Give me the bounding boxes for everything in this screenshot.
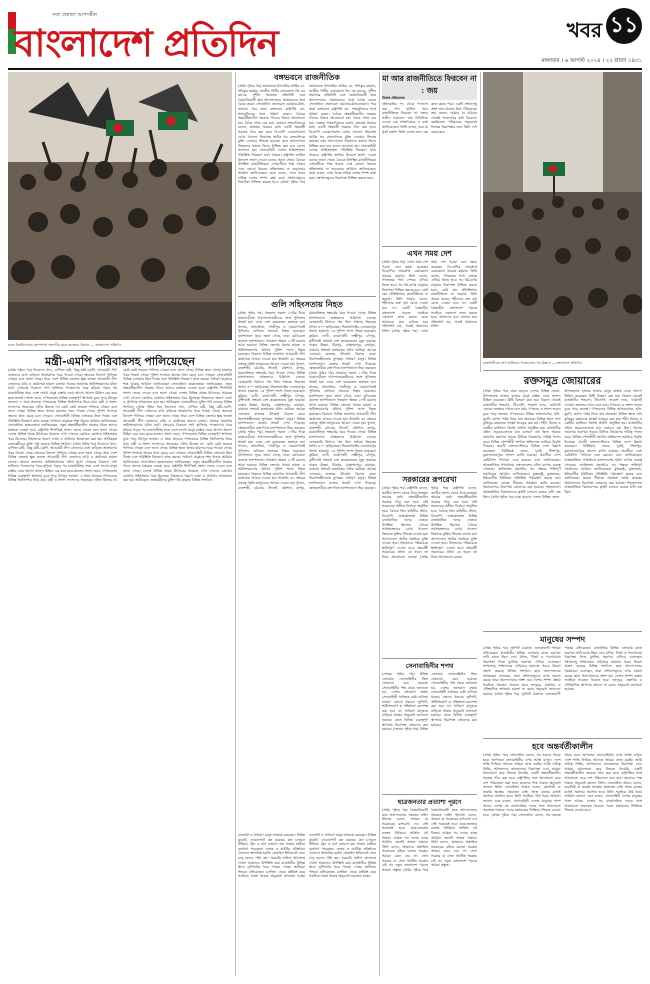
rakta-headline: রক্তসমুদ্র জোয়ারের bbox=[523, 376, 602, 387]
col4-divider-4 bbox=[382, 794, 477, 795]
mother-body: প্রধানমন্ত্রীর পদ থেকে পদত্যাগ করা শেখ হাসিনা আর রাজনীতিতে ফিরবেন না। সন্তান সজীব ওয়াজেদ জয় বিবিসিকে দেওয়া এক সাক্ষাৎকারে এ কথা জানিয়েছেন। তিনি বলেন, তার মা খুবই হতাশ। তিনি দেশের জন্য এত কাজ করার পরও একটি সংখ্যালঘু অংশ তার বিরুদ্ধে উঠে দাঁড়িয়েছে। জয় বলেন, আমার মা রবিবার থেকেই পদত্যাগের কথা বিবেচনা করছিলেন। পরিবারের অনুরোধে নিজের নিরাপত্তার জন্য তিনি দেশ ছেড়েছেন। bbox=[382, 102, 477, 134]
mid-divider-1 bbox=[238, 296, 376, 297]
violence-headline: গুলি সহিংসতায় নিহত bbox=[271, 299, 343, 309]
col4-divider-2 bbox=[382, 472, 477, 473]
rakta-body: (প্রথম পৃষ্ঠার পর) ঢাকা ছাড়াও দেশের বিভিন্ন জেলা-উপজেলায় হাজার হাজার মানুষ রাস্তায় নেমে আনন্দ মিছিল করেছেন। মিষ্টি বিতরণ করা হয়। বিকাল থেকেই রাজধানীর শাহবাগ, টিএসসি, সায়েন্স ল্যাব, ফার্মগেট এলাকা জনতার দখলে চলে যায়। গণভবন ও সংসদ ভবনে ঢুকে পড়ে জনতা। গণভবনের বিভিন্ন আসবাবপত্র, হাঁস-মুরগি, ছাগল পর্যন্ত নিয়ে যায় অনেকে। বিভিন্ন স্থানে শেখ মুজিবুর রহমানের ভাস্কর্য ভাঙচুর করা হয়। শহীদ মিনার ও কেন্দ্রীয় মসজিদে বিশেষ প্রার্থনা অনুষ্ঠিত হয়। রাজধানীর প্রধান সড়কগুলোতে যান চলাচল বন্ধ ছিল। অনেক জায়গায় তরুণরা সড়কে ট্রাফিক নিয়ন্ত্রণের দায়িত্ব পালন করে। বিভিন্ন পেশাজীবী সংগঠন অভিনন্দন জানিয়ে বিবৃতি দিয়েছে। প্রবাসী বাংলাদেশিরাও বিভিন্ন দেশে উল্লাস করেছেন। নিউইয়র্ক, লন্ডন, দুবাই, সিঙ্গাপুর, কুয়ালালামপুরে আনন্দ র‍্যালি হয়েছে। প্রবাসীরা দেশে রেমিট্যান্স পাঠানো শুরু করবেন বলে জানিয়েছেন। আন্তর্জাতিক গণমাধ্যমে বাংলাদেশের ঘটনা ব্যাপক গুরুত্ব পেয়েছে। জাতিসংঘ মহাসচিব সব পক্ষকে শান্তিপূর্ণ সমাধানের আহ্বান জানিয়েছেন। যুক্তরাষ্ট্র, যুক্তরাজ্য, ইউরোপীয় ইউনিয়ন পরিস্থিতি পর্যবেক্ষণ করছে বলে জানিয়েছে। ভারত সীমান্তে সতর্কতা জারি করেছে। বিমানবন্দরে নিরাপত্তা জোরদার করা হয়েছে। শাহজালাল আন্তর্জাতিক বিমানবন্দরে ফ্লাইট চলাচল কয়েক ঘণ্টা বন্ধ ছিল। (প্রথম পৃষ্ঠার পর) ঢাকা ছাড়াও দেশের বিভিন্ন জেলা-উপজেলায় হাজার হাজার মানুষ রাস্তায় নেমে আনন্দ মিছিল করেছেন। মিষ্টি বিতরণ করা হয়। বিকাল থেকেই রাজধানীর শাহবাগ, টিএসসি, সায়েন্স ল্যাব, ফার্মগেট এলাকা জনতার দখলে চলে যায়। গণভবন ও সংসদ ভবনে ঢুকে পড়ে জনতা। গণভবনের বিভিন্ন আসবাবপত্র, হাঁস-মুরগি, ছাগল পর্যন্ত নিয়ে যায় অনেকে। বিভিন্ন স্থানে শেখ মুজিবুর রহমানের ভাস্কর্য ভাঙচুর করা হয়। শহীদ মিনার ও কেন্দ্রীয় মসজিদে বিশেষ প্রার্থনা অনুষ্ঠিত হয়। রাজধানীর প্রধান সড়কগুলোতে যান চলাচল বন্ধ ছিল। অনেক জায়গায় তরুণরা সড়কে ট্রাফিক নিয়ন্ত্রণের দায়িত্ব পালন করে। বিভিন্ন পেশাজীবী সংগঠন অভিনন্দন জানিয়ে বিবৃতি দিয়েছে। প্রবাসী বাংলাদেশিরাও বিভিন্ন দেশে উল্লাস করেছেন। নিউইয়র্ক, লন্ডন, দুবাই, সিঙ্গাপুর, কুয়ালালামপুরে আনন্দ র‍্যালি হয়েছে। প্রবাসীরা দেশে রেমিট্যান্স পাঠানো শুরু করবেন বলে জানিয়েছেন। আন্তর্জাতিক গণমাধ্যমে বাংলাদেশের ঘটনা ব্যাপক গুরুত্ব পেয়েছে। জাতিসংঘ মহাসচিব সব পক্ষকে শান্তিপূর্ণ সমাধানের আহ্বান জানিয়েছেন। যুক্তরাষ্ট্র, যুক্তরাজ্য, ইউরোপীয় ইউনিয়ন পরিস্থিতি পর্যবেক্ষণ করছে বলে জানিয়েছে। ভারত সীমান্তে সতর্কতা জারি করেছে। বিমানবন্দরে নিরাপত্তা জোরদার করা হয়েছে। শাহজালাল আন্তর্জাতিক বিমানবন্দরে ফ্লাইট চলাচল কয়েক ঘণ্টা বন্ধ ছিল। bbox=[483, 389, 642, 499]
bangabhaban-headline: বঙ্গভবনে রাজনীতিক bbox=[274, 72, 340, 82]
right-divider-3 bbox=[483, 738, 642, 739]
manus-body: (প্রথম পৃষ্ঠার পর) লুটপাট ঠেকাতে এলাকাবাসী পাহারা বসিয়েছেন। রাজধানীর বিভিন্ন এলাকায় রাতে তরুণরা লাঠি হাতে টহল দেন। মন্দির, গির্জা ও প্যাগোডায় নিরাপত্তা দিতে মুসলিম তরুণরা এগিয়ে এসেছেন। সংখ্যালঘু সম্প্রদায়ের বাড়িঘরে হামলার খবরে উদ্বেগ প্রকাশ করেছে বিভিন্ন সংগঠন। ছাত্র আন্দোলনের সমন্বয়করা বলেছেন, যারা সংখ্যালঘুদের ওপর হামলা করছে তারা আন্দোলনের অংশ নয়। দেশের সম্পদ রক্ষায় সবাইকে সচেতন থাকতে হবে। জাদুঘর, গ্রন্থাগার ও ঐতিহাসিক স্থাপনায় হামলা না করার অনুরোধ জানানো হয়েছে। (প্রথম পৃষ্ঠার পর) লুটপাট ঠেকাতে এলাকাবাসী পাহারা বসিয়েছেন। রাজধানীর বিভিন্ন এলাকায় রাতে তরুণরা লাঠি হাতে টহল দেন। মন্দির, গির্জা ও প্যাগোডায় নিরাপত্তা দিতে মুসলিম তরুণরা এগিয়ে এসেছেন। সংখ্যালঘু সম্প্রদায়ের বাড়িঘরে হামলার খবরে উদ্বেগ প্রকাশ করেছে বিভিন্ন সংগঠন। ছাত্র আন্দোলনের সমন্বয়করা বলেছেন, যারা সংখ্যালঘুদের ওপর হামলা করছে তারা আন্দোলনের অংশ নয়। দেশের সম্পদ রক্ষায় সবাইকে সচেতন থাকতে হবে। জাদুঘর, গ্রন্থাগার ও ঐতিহাসিক স্থাপনায় হামলা না করার অনুরোধ জানানো হয়েছে। bbox=[483, 646, 642, 696]
main-article-body: (প্রথম পৃষ্ঠার পর) নিবেদনে খাদ্য, বাণিজ্য মন্ত্রী, কিছু মন্ত্রী-এমপি, আওয়ামী লীগ নেতাদের বাসা বাড়িতে আক্রমণের খবর পাওয়া গেছে। অনেকে বিদেশে পালিয়ে গেছেন বলে জানা গেছে। সারা দেশে বিভিন্ন জেলায় ক্ষুব্ধ জনতা আওয়ামী লীগ নেতাদের বাড়ি ও কার্যালয়ে হামলা চালায়। অনেক জায়গায় অগ্নিসংযোগের ঘটনা ঘটে। সোমবার বিকালে শেখ হাসিনার পদত্যাগের খবর ছড়িয়ে পড়ার পর রাজধানীসহ সারা দেশে লাখো মানুষ রাস্তায় নেমে আসে। আনন্দ মিছিল বের করে ছাত্র-জনতা। সংসদ ভবন, গণভবনসহ বিভিন্ন গুরুত্বপূর্ণ স্থাপনায় ঢুকে পড়ে উৎসুক জনতা। এ সময় অনেকে গণভবনের বিভিন্ন জিনিসপত্র নিয়ে যায়। মন্ত্রী ও সংসদ সদস্যদের অনেকের খোঁজ মিলছে না। কেউ কেউ ভারতে পালিয়ে গেছেন বলে জানা গেছে। বিভিন্ন স্থানে থানায় হামলার খবর পাওয়া গেছে। পুলিশ সদস্যরা অনেক থানা ছেড়ে চলে গেছেন। সেনাবাহিনী বিভিন্ন এলাকায় টহল দিচ্ছে এবং পরিস্থিতি নিয়ন্ত্রণে কাজ করছে। সাধারণ মানুষকে শান্ত থাকার আহ্বান জানিয়েছেন সেনাপ্রধান। ছাত্রনেতারা জানিয়েছেন, নতুন অন্তর্বর্তীকালীন সরকার গঠনে তাদের মতামত নেওয়া হবে। রাষ্ট্রপতি শিগগিরই সংসদ ভেঙে দেবেন বলে জানা গেছে। দেশের বিভিন্ন প্রান্তে উৎসবের আমেজ দেখা গেলেও কোথাও কোথাও সহিংসতার খবর মিলেছে। নিহতদের স্মরণে দোয়া ও প্রার্থনার আয়োজন করা হয়। আটককৃত নেতাকর্মীদের মুক্তি দাবি করেছে বিভিন্ন সংগঠন। (প্রথম পৃষ্ঠার পর) নিবেদনে খাদ্য, বাণিজ্য মন্ত্রী, কিছু মন্ত্রী-এমপি, আওয়ামী লীগ নেতাদের বাসা বাড়িতে আক্রমণের খবর পাওয়া গেছে। অনেকে বিদেশে পালিয়ে গেছেন বলে জানা গেছে। সারা দেশে বিভিন্ন জেলায় ক্ষুব্ধ জনতা আওয়ামী লীগ নেতাদের বাড়ি ও কার্যালয়ে হামলা চালায়। অনেক জায়গায় অগ্নিসংযোগের ঘটনা ঘটে। সোমবার বিকালে শেখ হাসিনার পদত্যাগের খবর ছড়িয়ে পড়ার পর রাজধানীসহ সারা দেশে লাখো মানুষ রাস্তায় নেমে আসে। আনন্দ মিছিল বের করে ছাত্র-জনতা। সংসদ ভবন, গণভবনসহ বিভিন্ন গুরুত্বপূর্ণ স্থাপনায় ঢুকে পড়ে উৎসুক জনতা। এ সময় অনেকে গণভবনের বিভিন্ন জিনিসপত্র নিয়ে যায়। মন্ত্রী ও সংসদ সদস্যদের অনেকের খোঁজ মিলছে না। কেউ কেউ ভারতে পালিয়ে গেছেন বলে জানা গেছে। বিভিন্ন স্থানে থানায় হামলার খবর পাওয়া গেছে। পুলিশ সদস্যরা অনেক থানা ছেড়ে চলে গেছেন। সেনাবাহিনী বিভিন্ন এলাকায় টহল দিচ্ছে এবং পরিস্থিতি নিয়ন্ত্রণে কাজ করছে। সাধারণ মানুষকে শান্ত থাকার আহ্বান জানিয়েছেন সেনাপ্রধান। ছাত্রনেতারা জানিয়েছেন, নতুন অন্তর্বর্তীকালীন সরকার গঠনে তাদের মতামত নেওয়া হবে। রাষ্ট্রপতি শিগগিরই সংসদ ভেঙে দেবেন বলে জানা গেছে। দেশের বিভিন্ন প্রান্তে উৎসবের আমেজ দেখা গেলেও কোথাও কোথাও সহিংসতার খবর মিলেছে। নিহতদের স্মরণে দোয়া ও প্রার্থনার আয়োজন করা হয়। আটককৃত নেতাকর্মীদের মুক্তি দাবি করেছে বিভিন্ন সংগঠন। (প্রথম পৃষ্ঠার পর) নিবেদনে খাদ্য, বাণিজ্য মন্ত্রী, কিছু মন্ত্রী-এমপি, আওয়ামী লীগ নেতাদের বাসা বাড়িতে আক্রমণের খবর পাওয়া গেছে। অনেকে বিদেশে পালিয়ে গেছেন বলে জানা গেছে। সারা দেশে বিভিন্ন জেলায় ক্ষুব্ধ জনতা আওয়ামী লীগ নেতাদের বাড়ি ও কার্যালয়ে হামলা চালায়। অনেক জায়গায় অগ্নিসংযোগের ঘটনা ঘটে। সোমবার বিকালে শেখ হাসিনার পদত্যাগের খবর ছড়িয়ে পড়ার পর রাজধানীসহ সারা দেশে লাখো মানুষ রাস্তায় নেমে আসে। আনন্দ মিছিল বের করে ছাত্র-জনতা। সংসদ ভবন, গণভবনসহ বিভিন্ন গুরুত্বপূর্ণ স্থাপনায় ঢুকে পড়ে উৎসুক জনতা। এ সময় অনেকে গণভবনের বিভিন্ন জিনিসপত্র নিয়ে যায়। মন্ত্রী ও সংসদ সদস্যদের অনেকের খোঁজ মিলছে না। কেউ কেউ ভারতে পালিয়ে গেছেন বলে জানা গেছে। বিভিন্ন স্থানে থানায় হামলার খবর পাওয়া গেছে। পুলিশ সদস্যরা অনেক থানা ছেড়ে চলে গেছেন। সেনাবাহিনী বিভিন্ন এলাকায় টহল দিচ্ছে এবং পরিস্থিতি নিয়ন্ত্রণে কাজ করছে। সাধারণ মানুষকে শান্ত থাকার আহ্বান জানিয়েছেন সেনাপ্রধান। ছাত্রনেতারা জানিয়েছেন, নতুন অন্তর্বর্তীকালীন সরকার গঠনে তাদের মতামত নেওয়া হবে। রাষ্ট্রপতি শিগগিরই সংসদ ভেঙে দেবেন বলে জানা গেছে। দেশের বিভিন্ন প্রান্তে উৎসবের আমেজ দেখা গেলেও কোথাও কোথাও সহিংসতার খবর মিলেছে। নিহতদের স্মরণে দোয়া ও প্রার্থনার আয়োজন করা হয়। আটককৃত নেতাকর্মীদের মুক্তি দাবি করেছে বিভিন্ন সংগঠন। bbox=[8, 368, 232, 483]
street-crowd-image bbox=[483, 72, 642, 358]
newspaper-logo: বাংলাদেশ প্রতিদিন bbox=[14, 21, 278, 65]
business-body: ব্যবসায়ী ও সাধারণ মানুষ আতঙ্কে রয়েছেন। বিভিন্ন মার্কেট, দোকানপাট বন্ধ রয়েছে। যান চলাচল সীমিত। ট্রেন ও বাস চলাচল বন্ধ থাকায় যাত্রীরা দুর্ভোগে পড়েছেন। ব্যাংক ও আর্থিক প্রতিষ্ঠানে লেনদেন স্বাভাবিক হয়নি। মোবাইল ইন্টারনেট সেবা চালু হলেও গতি কম। সরকারি অফিস আদালত খোলা থাকলেও উপস্থিতি কম। রাজধানীর বিভিন্ন স্থানে লুটপাটের খবর পাওয়া গেছে। স্থানীয়রা পাহারা বসিয়েছেন। মসজিদ থেকে মাইকিং করে সবাইকে সতর্ক থাকার অনুরোধ জানানো হচ্ছে। ব্যবসায়ী ও সাধারণ মানুষ আতঙ্কে রয়েছেন। বিভিন্ন মার্কেট, দোকানপাট বন্ধ রয়েছে। যান চলাচল সীমিত। ট্রেন ও বাস চলাচল বন্ধ থাকায় যাত্রীরা দুর্ভোগে পড়েছেন। ব্যাংক ও আর্থিক প্রতিষ্ঠানে লেনদেন স্বাভাবিক হয়নি। মোবাইল ইন্টারনেট সেবা চালু হলেও গতি কম। সরকারি অফিস আদালত খোলা থাকলেও উপস্থিতি কম। রাজধানীর বিভিন্ন স্থানে লুটপাটের খবর পাওয়া গেছে। স্থানীয়রা পাহারা বসিয়েছেন। মসজিদ থেকে মাইকিং করে সবাইকে সতর্ক থাকার অনুরোধ জানানো হচ্ছে। bbox=[238, 833, 376, 879]
right-photo bbox=[483, 72, 642, 358]
masthead bbox=[8, 6, 278, 66]
army-body: (শেষের পৃষ্ঠার পর) বিভিন্ন এলাকায় সেনাবাহিনীর টহল জোরদার করা হয়েছে। সেনাবাহিনীর পক্ষ থেকে জানানো হয়, দেশের জানমাল রক্ষায় সেনাবাহিনী সর্বাত্মক চেষ্টা চালিয়ে যাচ্ছে। কোনো ধরনের লুটপাট, অগ্নিসংযোগ বা সহিংসতা বরদাশত করা হবে না। সাধারণ মানুষকে বাড়িতে থাকার অনুরোধ জানানো হয়েছে। রাতে বিভিন্ন গুরুত্বপূর্ণ স্থাপনায় নিরাপত্তা জোরদার করা হয়েছে। (শেষের পৃষ্ঠার পর) বিভিন্ন এলাকায় সেনাবাহিনীর টহল জোরদার করা হয়েছে। সেনাবাহিনীর পক্ষ থেকে জানানো হয়, দেশের জানমাল রক্ষায় সেনাবাহিনী সর্বাত্মক চেষ্টা চালিয়ে যাচ্ছে। কোনো ধরনের লুটপাট, অগ্নিসংযোগ বা সহিংসতা বরদাশত করা হবে না। সাধারণ মানুষকে বাড়িতে থাকার অনুরোধ জানানো হয়েছে। রাতে বিভিন্ন গুরুত্বপূর্ণ স্থাপনায় নিরাপত্তা জোরদার করা হয়েছে। bbox=[382, 672, 477, 732]
right-photo-caption: রাজধানীতে শেখ হাসিনার পদত্যাগের পর উল্লাস —বাংলাদেশ প্রতিদিন bbox=[483, 361, 582, 365]
right-divider-2 bbox=[483, 631, 642, 632]
interim-headline: হবে অন্তর্বর্তীকালীন bbox=[532, 741, 593, 751]
mother-headline: মা আর রাজনীতিতে ফিরবেন না : জয় bbox=[382, 72, 477, 100]
govt-body: (প্রথম পৃষ্ঠার পর) রাষ্ট্রপতি বলেন, জাতীয় সংসদ ভেঙে দিয়ে দ্রুততম সময়ের মধ্যে অন্তর্বর্তীকালীন সরকার গঠন করা হবে। সেই সরকারের অধীনে নির্বাচন অনুষ্ঠিত হবে। বৈঠকে তিন বাহিনীর প্রধান, বিএনপি, জামায়াতসহ বিভিন্ন রাজনৈতিক দলের নেতারা উপস্থিত ছিলেন। বৈঠকে সর্বসম্মতভাবে বেগম খালেদা জিয়াকে মুক্তির সিদ্ধান্ত নেওয়া হয়। আন্দোলনে আটক সবাইকে মুক্তি দেওয়া হবে। নিহতদের পরিবারকে ক্ষতিপূরণ দেওয়া হবে। অন্তর্বর্তী সরকারের প্রধান কে হবেন তা নিয়ে আলোচনা চলছে। (প্রথম পৃষ্ঠার পর) রাষ্ট্রপতি বলেন, জাতীয় সংসদ ভেঙে দিয়ে দ্রুততম সময়ের মধ্যে অন্তর্বর্তীকালীন সরকার গঠন করা হবে। সেই সরকারের অধীনে নির্বাচন অনুষ্ঠিত হবে। বৈঠকে তিন বাহিনীর প্রধান, বিএনপি, জামায়াতসহ বিভিন্ন রাজনৈতিক দলের নেতারা উপস্থিত ছিলেন। বৈঠকে সর্বসম্মতভাবে বেগম খালেদা জিয়াকে মুক্তির সিদ্ধান্ত নেওয়া হয়। আন্দোলনে আটক সবাইকে মুক্তি দেওয়া হবে। নিহতদের পরিবারকে ক্ষতিপূরণ দেওয়া হবে। অন্তর্বর্তী সরকারের প্রধান কে হবেন তা নিয়ে আলোচনা চলছে। bbox=[382, 486, 477, 559]
manus-headline: মানুষের সম্পদ bbox=[539, 634, 586, 644]
govt-headline: সরকারের রূপরেখা bbox=[402, 475, 457, 484]
column-divider bbox=[235, 72, 236, 976]
masthead-rule bbox=[8, 68, 642, 70]
section-title: খবর bbox=[566, 18, 602, 42]
left-divider bbox=[8, 350, 232, 351]
violence-body: (প্রথম পৃষ্ঠার পর) গতকাল সকাল ১০টার দিকে যাত্রাবাড়ীতে আন্দোলনকারীদের সঙ্গে পুলিশের সংঘর্ষ হয়। এতে বেশ কয়েকজন হতাহত হন। সাভার, আশুলিয়া, গাজীপুর ও নারায়ণগঞ্জে পুলিশের গুলিতে অনেকে নিহত হয়েছেন। হাসপাতাল সূত্রে জানা গেছে, ঢাকা মেডিকেল কলেজ হাসপাতালে গতকাল অন্তত ২০টি মরদেহ আনা হয়েছে। বিভিন্ন জেলায় থানায় হামলা ও অগ্নিসংযোগের ঘটনায় পুলিশ সদস্য নিহত হয়েছেন। বিকালে বিভিন্ন জায়গায় আওয়ামী লীগ কার্যালয়ে আগুন দেওয়া হয়। ধানমন্ডি ৩২ নম্বরের বঙ্গবন্ধু স্মৃতি জাদুঘরেও আগুন দেওয়া হয়। খুলনা, রাজশাহী, চট্টগ্রাম, সিলেট, বরিশাল, রংপুর, ময়মনসিংহে সংঘর্ষের খবর পাওয়া গেছে। বিভিন্ন হাসপাতালে আহতদের চিকিৎসা চলছে। বেসরকারি হিসাবে গত তিন সপ্তাহে নিহতের সংখ্যা ৪০০ ছাড়িয়েছে। সিরাজগঞ্জের এনায়েতপুর থানায় হামলায় ১৩ পুলিশ সদস্য নিহত হয়েছেন। কুমিল্লা, ফেনী, নোয়াখালী, লক্ষ্মীপুর, চাঁদপুর, মুন্সীগঞ্জে সংঘর্ষে বেশ কয়েকজনের মৃত্যু হয়েছে। ঢাকার উত্তরা, মিরপুর, মোহাম্মদপুর, রামপুরা, বাড্ডায় সংঘর্ষে হতাহতের ঘটনা ঘটেছে। অনেক এলাকায় রাতভর উৎকণ্ঠা বিরাজ করে। নিরাপত্তাহীনতায় ভুগছেন সাধারণ মানুষ। বিভিন্ন হাসপাতালে রক্তের সংকট দেখা দিয়েছে। স্বেচ্ছাসেবীরা রক্ত দিতে হাসপাতালে ভিড় করছেন। (প্রথম পৃষ্ঠার পর) গতকাল সকাল ১০টার দিকে যাত্রাবাড়ীতে আন্দোলনকারীদের সঙ্গে পুলিশের সংঘর্ষ হয়। এতে বেশ কয়েকজন হতাহত হন। সাভার, আশুলিয়া, গাজীপুর ও নারায়ণগঞ্জে পুলিশের গুলিতে অনেকে নিহত হয়েছেন। হাসপাতাল সূত্রে জানা গেছে, ঢাকা মেডিকেল কলেজ হাসপাতালে গতকাল অন্তত ২০টি মরদেহ আনা হয়েছে। বিভিন্ন জেলায় থানায় হামলা ও অগ্নিসংযোগের ঘটনায় পুলিশ সদস্য নিহত হয়েছেন। বিকালে বিভিন্ন জায়গায় আওয়ামী লীগ কার্যালয়ে আগুন দেওয়া হয়। ধানমন্ডি ৩২ নম্বরের বঙ্গবন্ধু স্মৃতি জাদুঘরেও আগুন দেওয়া হয়। খুলনা, রাজশাহী, চট্টগ্রাম, সিলেট, বরিশাল, রংপুর, ময়মনসিংহে সংঘর্ষের খবর পাওয়া গেছে। বিভিন্ন হাসপাতালে আহতদের চিকিৎসা চলছে। বেসরকারি হিসাবে গত তিন সপ্তাহে নিহতের সংখ্যা ৪০০ ছাড়িয়েছে। সিরাজগঞ্জের এনায়েতপুর থানায় হামলায় ১৩ পুলিশ সদস্য নিহত হয়েছেন। কুমিল্লা, ফেনী, নোয়াখালী, লক্ষ্মীপুর, চাঁদপুর, মুন্সীগঞ্জে সংঘর্ষে বেশ কয়েকজনের মৃত্যু হয়েছে। ঢাকার উত্তরা, মিরপুর, মোহাম্মদপুর, রামপুরা, বাড্ডায় সংঘর্ষে হতাহতের ঘটনা ঘটেছে। অনেক এলাকায় রাতভর উৎকণ্ঠা বিরাজ করে। নিরাপত্তাহীনতায় ভুগছেন সাধারণ মানুষ। বিভিন্ন হাসপাতালে রক্তের সংকট দেখা দিয়েছে। স্বেচ্ছাসেবীরা রক্ত দিতে হাসপাতালে ভিড় করছেন। (প্রথম পৃষ্ঠার পর) গতকাল সকাল ১০টার দিকে যাত্রাবাড়ীতে আন্দোলনকারীদের সঙ্গে পুলিশের সংঘর্ষ হয়। এতে বেশ কয়েকজন হতাহত হন। সাভার, আশুলিয়া, গাজীপুর ও নারায়ণগঞ্জে পুলিশের গুলিতে অনেকে নিহত হয়েছেন। হাসপাতাল সূত্রে জানা গেছে, ঢাকা মেডিকেল কলেজ হাসপাতালে গতকাল অন্তত ২০টি মরদেহ আনা হয়েছে। বিভিন্ন জেলায় থানায় হামলা ও অগ্নিসংযোগের ঘটনায় পুলিশ সদস্য নিহত হয়েছেন। বিকালে বিভিন্ন জায়গায় আওয়ামী লীগ কার্যালয়ে আগুন দেওয়া হয়। ধানমন্ডি ৩২ নম্বরের বঙ্গবন্ধু স্মৃতি জাদুঘরেও আগুন দেওয়া হয়। খুলনা, রাজশাহী, চট্টগ্রাম, সিলেট, বরিশাল, রংপুর, ময়মনসিংহে সংঘর্ষের খবর পাওয়া গেছে। বিভিন্ন হাসপাতালে আহতদের চিকিৎসা চলছে। বেসরকারি হিসাবে গত তিন সপ্তাহে নিহতের সংখ্যা ৪০০ ছাড়িয়েছে। সিরাজগঞ্জের এনায়েতপুর থানায় হামলায় ১৩ পুলিশ সদস্য নিহত হয়েছেন। কুমিল্লা, ফেনী, নোয়াখালী, লক্ষ্মীপুর, চাঁদপুর, মুন্সীগঞ্জে সংঘর্ষে বেশ কয়েকজনের মৃত্যু হয়েছে। ঢাকার উত্তরা, মিরপুর, মোহাম্মদপুর, রামপুরা, বাড্ডায় সংঘর্ষে হতাহতের ঘটনা ঘটেছে। অনেক এলাকায় রাতভর উৎকণ্ঠা বিরাজ করে। নিরাপত্তাহীনতায় ভুগছেন সাধারণ মানুষ। বিভিন্ন হাসপাতালে রক্তের সংকট দেখা দিয়েছে। স্বেচ্ছাসেবীরা রক্ত দিতে হাসপাতালে ভিড় করছেন। bbox=[238, 311, 376, 490]
army-headline: সেনাবাহিনীর শপথ bbox=[405, 662, 454, 670]
time-headline: এখন সময় দেশ bbox=[407, 249, 452, 258]
crowd-celebration-image bbox=[8, 72, 232, 340]
bangabhaban-body: (প্রথম পৃষ্ঠার পর) জামায়াতে ইসলামীর আমির ডা. শফিকুর রহমান, জাতীয় পার্টির চেয়ারম্যান জি এম কাদের, সুশীল সমাজের প্রতিনিধি এবং বৈষম্যবিরোধী ছাত্র আন্দোলনের সমন্বয়কদের সঙ্গে বৈঠক করেন সেনাপ্রধান জেনারেল ওয়াকার-উজ-জামান। পরে তারা বঙ্গভবনে রাষ্ট্রপতি মো. সাহাবুদ্দিনের সঙ্গে সাক্ষাৎ করেন। বৈঠকে অন্তর্বর্তীকালীন সরকার গঠনের বিষয়ে আলোচনা হয়। বৈঠক শেষে বের হয়ে নেতারা সাংবাদিকদের বলেন, দ্রুততম সময়ের মধ্যে একটি অন্তর্বর্তী সরকার গঠন করা হবে। বিএনপি চেয়ারপারসন বেগম খালেদা জিয়াসহ আটক সব রাজবন্দিকে মুক্তি দেওয়ার সিদ্ধান্ত হয়েছে। ছাত্র আন্দোলনে নিহতদের হত্যার বিচার নিশ্চিত করা হবে বলেও জানানো হয়। সেনাবাহিনী দেশের আইনশৃঙ্খলা পরিস্থিতি নিয়ন্ত্রণে মাঠে থাকবে। রাষ্ট্রপতি জাতির উদ্দেশে ভাষণ দেবেন বলেও জানা গেছে। বৈঠকে উপস্থিত রাজনীতিকরা দেশবাসীকে শান্ত থাকার এবং কোনো ধরনের সহিংসতায় না জড়ানোর আহ্বান জানিয়েছেন। তারা বলেন, এখন সবার দায়িত্ব দেশের সম্পদ রক্ষা করা। সংখ্যালঘুদের নিরাপত্তা নিশ্চিত করতে হবে। (প্রথম পৃষ্ঠার পর) জামায়াতে ইসলামীর আমির ডা. শফিকুর রহমান, জাতীয় পার্টির চেয়ারম্যান জি এম কাদের, সুশীল সমাজের প্রতিনিধি এবং বৈষম্যবিরোধী ছাত্র আন্দোলনের সমন্বয়কদের সঙ্গে বৈঠক করেন সেনাপ্রধান জেনারেল ওয়াকার-উজ-জামান। পরে তারা বঙ্গভবনে রাষ্ট্রপতি মো. সাহাবুদ্দিনের সঙ্গে সাক্ষাৎ করেন। বৈঠকে অন্তর্বর্তীকালীন সরকার গঠনের বিষয়ে আলোচনা হয়। বৈঠক শেষে বের হয়ে নেতারা সাংবাদিকদের বলেন, দ্রুততম সময়ের মধ্যে একটি অন্তর্বর্তী সরকার গঠন করা হবে। বিএনপি চেয়ারপারসন বেগম খালেদা জিয়াসহ আটক সব রাজবন্দিকে মুক্তি দেওয়ার সিদ্ধান্ত হয়েছে। ছাত্র আন্দোলনে নিহতদের হত্যার বিচার নিশ্চিত করা হবে বলেও জানানো হয়। সেনাবাহিনী দেশের আইনশৃঙ্খলা পরিস্থিতি নিয়ন্ত্রণে মাঠে থাকবে। রাষ্ট্রপতি জাতির উদ্দেশে ভাষণ দেবেন বলেও জানা গেছে। বৈঠকে উপস্থিত রাজনীতিকরা দেশবাসীকে শান্ত থাকার এবং কোনো ধরনের সহিংসতায় না জড়ানোর আহ্বান জানিয়েছেন। তারা বলেন, এখন সবার দায়িত্ব দেশের সম্পদ রক্ষা করা। সংখ্যালঘুদের নিরাপত্তা নিশ্চিত করতে হবে। bbox=[238, 84, 376, 185]
dateline: মঙ্গলবার । ৬ আগস্ট ২০২৪ । ২২ শ্রাবণ ১৪৩১ bbox=[541, 58, 642, 64]
time-body: (প্রথম পৃষ্ঠার পর) 'এখন সময় দেশ গড়ার' বলে মন্তব্য করেছেন বিএনপির ভারপ্রাপ্ত চেয়ারম্যান তারেক রহমান। তিনি বলেন, গণতন্ত্রের পথে দেশকে এগিয়ে নিতে হবে। সব ধর্ম-বর্ণের মানুষের নিরাপত্তা নিশ্চিত করতে হবে। কেউ যেন প্রতিহিংসার রাজনীতিতে না জড়ায়। তিনি আরও বলেন, শহীদদের রক্ত বৃথা যেতে দেওয়া হবে না। একটি বৈষম্যহীন বাংলাদেশ গড়তে সবাইকে একসঙ্গে কাজ করতে হবে। আমাদের মনে রাখতে হবে প্রতিশোধ নয়, ঐক্যই আমাদের শক্তি। (প্রথম পৃষ্ঠার পর) 'এখন সময় দেশ গড়ার' বলে মন্তব্য করেছেন বিএনপির ভারপ্রাপ্ত চেয়ারম্যান তারেক রহমান। তিনি বলেন, গণতন্ত্রের পথে দেশকে এগিয়ে নিতে হবে। সব ধর্ম-বর্ণের মানুষের নিরাপত্তা নিশ্চিত করতে হবে। কেউ যেন প্রতিহিংসার রাজনীতিতে না জড়ায়। তিনি আরও বলেন, শহীদদের রক্ত বৃথা যেতে দেওয়া হবে না। একটি বৈষম্যহীন বাংলাদেশ গড়তে সবাইকে একসঙ্গে কাজ করতে হবে। আমাদের মনে রাখতে হবে প্রতিশোধ নয়, ঐক্যই আমাদের শক্তি। bbox=[382, 260, 477, 333]
students-body: (প্রথম পৃষ্ঠার পর) বৈষম্যবিরোধী ছাত্র আন্দোলনের সমন্বয়ক নাহিদ ইসলাম বলেন, আমরা যে সরকারের রূপরেখা দেব সেই সরকারই হবে। ছাত্র-জনতার রক্তের বিনিময়ে অর্জিত এই বিজয়। আমরা সব দলের কাছে আহ্বান জানাই সংযত থাকার। তিনি বলেন, আমাদের প্রস্তাবিত সরকারের বাইরে কোনো সরকার আমরা মেনে নেব না। সেনা সরকার বা সেনা সমর্থিত সরকার চাই না। নতুন বাংলাদেশ গড়তে আমরা প্রস্তুত। (প্রথম পৃষ্ঠার পর) বৈষম্যবিরোধী ছাত্র আন্দোলনের সমন্বয়ক নাহিদ ইসলাম বলেন, আমরা যে সরকারের রূপরেখা দেব সেই সরকারই হবে। ছাত্র-জনতার রক্তের বিনিময়ে অর্জিত এই বিজয়। আমরা সব দলের কাছে আহ্বান জানাই সংযত থাকার। তিনি বলেন, আমাদের প্রস্তাবিত সরকারের বাইরে কোনো সরকার আমরা মেনে নেব না। সেনা সরকার বা সেনা সমর্থিত সরকার চাই না। নতুন বাংলাদেশ গড়তে আমরা প্রস্তুত। bbox=[382, 808, 477, 872]
column-divider bbox=[379, 72, 380, 976]
students-headline: ছাত্রজনতার প্রত্যাশা পূরণে bbox=[397, 799, 462, 806]
column-divider bbox=[480, 72, 481, 372]
main-headline: মন্ত্রী-এমপি পরিবারসহ পালিয়েছেন bbox=[45, 355, 195, 368]
interim-body: (প্রথম পৃষ্ঠার পর) সেনাপ্রধান বলেন, সব হত্যার বিচার হবে। আপনারা সেনাবাহিনীর ওপর আস্থা রাখুন। দেশে শান্তি ফিরিয়ে আনতে আমরা কাজ করছি। আমি দায়িত্ব নিচ্ছি, আপনাদের জানমালের নিরাপত্তা দেব। আমরা আলোচনা করে সিদ্ধান্ত নিয়েছি, একটি অন্তর্বর্তীকালীন সরকার গঠন করা হবে। রাষ্ট্রপতির সঙ্গে আলোচনা করে দেশ পরিচালনা করা হবে। ছাত্রদের শান্ত থাকার অনুরোধ জানান তিনি। সেনাপ্রধান আরও বলেন, কারফিউ বা জরুরি অবস্থার প্রয়োজন নেই। আজ রাতের মধ্যেই সমস্যার সমাধান হবে। তিনি সবাইকে ধৈর্য ধরার আহ্বান জানান এবং বলেন, সেনাবাহিনী দেশের মানুষের পাশে আছে। দেশের সব রাজনৈতিক দলের সঙ্গে আলোচনা অব্যাহত থাকবে। সবার মতামতের ভিত্তিতে সিদ্ধান্ত নেওয়া হবে। (প্রথম পৃষ্ঠার পর) সেনাপ্রধান বলেন, সব হত্যার বিচার হবে। আপনারা সেনাবাহিনীর ওপর আস্থা রাখুন। দেশে শান্তি ফিরিয়ে আনতে আমরা কাজ করছি। আমি দায়িত্ব নিচ্ছি, আপনাদের জানমালের নিরাপত্তা দেব। আমরা আলোচনা করে সিদ্ধান্ত নিয়েছি, একটি অন্তর্বর্তীকালীন সরকার গঠন করা হবে। রাষ্ট্রপতির সঙ্গে আলোচনা করে দেশ পরিচালনা করা হবে। ছাত্রদের শান্ত থাকার অনুরোধ জানান তিনি। সেনাপ্রধান আরও বলেন, কারফিউ বা জরুরি অবস্থার প্রয়োজন নেই। আজ রাতের মধ্যেই সমস্যার সমাধান হবে। তিনি সবাইকে ধৈর্য ধরার আহ্বান জানান এবং বলেন, সেনাবাহিনী দেশের মানুষের পাশে আছে। দেশের সব রাজনৈতিক দলের সঙ্গে আলোচনা অব্যাহত থাকবে। সবার মতামতের ভিত্তিতে সিদ্ধান্ত নেওয়া হবে। bbox=[483, 753, 642, 817]
col4-divider-1 bbox=[382, 246, 477, 247]
col4-divider-3 bbox=[382, 658, 477, 659]
main-photo-caption: ঢাকা বিশ্ববিদ্যালয় ক্যাম্পাসে শতাব্দীর ছাত্র-জনতার উল্লাস — বাংলাদেশ প্রতিদিন bbox=[8, 343, 122, 347]
right-divider-1 bbox=[483, 370, 642, 371]
page-number: ১১ bbox=[606, 8, 642, 44]
main-photo bbox=[8, 72, 232, 340]
tagline: সত্য প্রকাশে আপসহীন bbox=[52, 12, 97, 18]
mother-byline: নিজস্ব প্রতিবেদক bbox=[382, 96, 405, 100]
